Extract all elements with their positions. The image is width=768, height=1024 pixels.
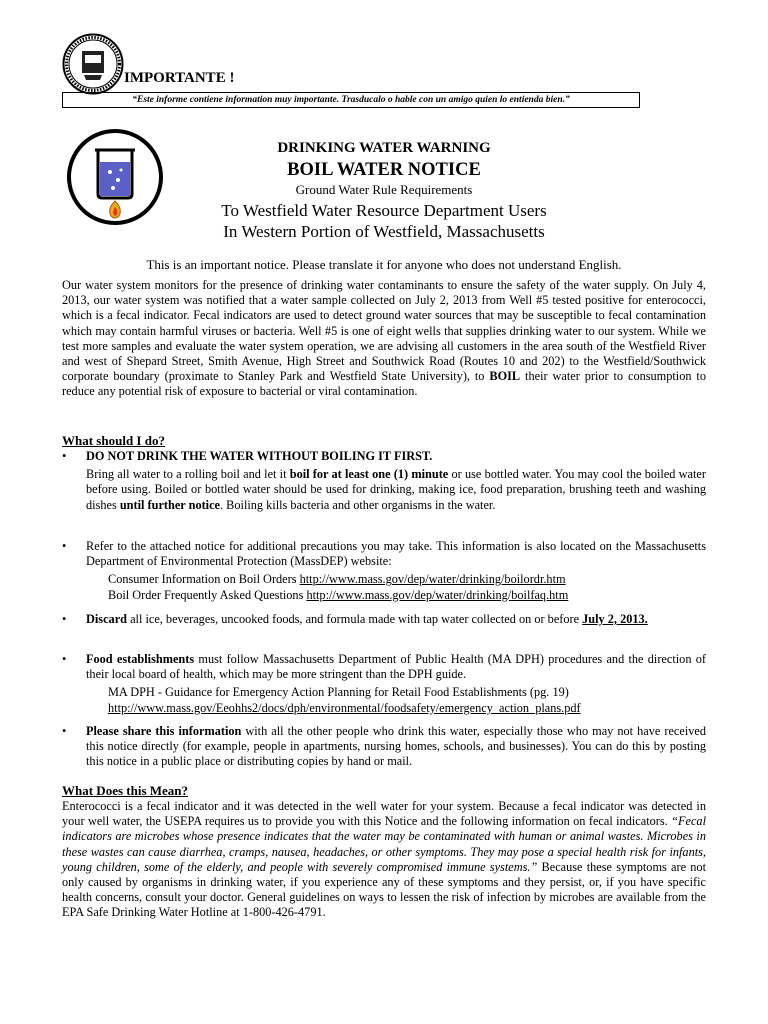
b1-bold-1: boil for at least one (1) minute: [289, 467, 449, 482]
translate-notice: This is an important notice. Please translate it for anyone who does not understand English.: [146, 257, 622, 272]
importante-label: IMPORTANTE !: [124, 70, 235, 86]
b3-bold: Discard: [86, 612, 127, 626]
b5-bold: Please share this information: [86, 724, 242, 738]
para1-text-a: Our water system monitors for the presence of drinking water contaminants to ensure the safety of the water supply. On July 4, 2013, our water system was notified that a water sample collected on July 2, 2013 from Well #5 tested positive for enterococci, which is a fecal indicator. Fecal indicators are used to detect ground water sources that may be susceptible to fecal contamination which may contain harmful viruses or bacteria. Well #5 is one of eight wells that supplies drinking water to our system. While we test more samples and evaluate the water system operation, we are advising all customers in the area south of the Westfield River and west of Shepard Street, Smith Avenue, High Street and Southwick Road (Routes 10 and 202) to the Westfield/Southwick corporate boundary (proximate to Stanley Park and Westfield State University), to: [62, 278, 706, 384]
paragraph-background: [62, 278, 706, 400]
bullet-dot: •: [62, 539, 67, 553]
boil-orders-label: Consumer Information on Boil Orders: [108, 572, 300, 587]
bullet-dot: •: [62, 724, 67, 738]
bullet1-body: [86, 467, 706, 513]
b3-date: July 2, 2013.: [582, 612, 648, 626]
audience-line-2: In Western Portion of Westfield, Massachusetts: [223, 222, 545, 241]
para1-boil: BOIL: [489, 369, 521, 384]
audience-line-1: To Westfield Water Resource Department Users: [221, 201, 547, 220]
para1-text-b: their water prior to consumption to reduce any potential risk of exposure to bacterial or viral contamination.: [62, 369, 706, 399]
ma-dph-guide-title: MA DPH - Guidance for Emergency Action Planning for Retail Food Establishments (pg. 19): [108, 685, 569, 700]
spanish-banner: “Este informe contiene information muy importante. Trasducalo o hable con un amigo quien lo entienda bien.”: [62, 92, 640, 108]
bullet-dot: •: [62, 652, 67, 666]
b3-text: all ice, beverages, uncooked foods, and formula made with tap water collected on or before: [127, 612, 583, 626]
section-what-should-i-do: What should I do?: [62, 433, 165, 448]
audience-heading: [130, 200, 638, 242]
bullet3-text: [86, 612, 706, 627]
p2-text-b: Because these symptoms are not only caused by organisms in drinking water, if you experience any of these symptoms and they persist, or, if you have specific health concerns, consult your doctor. General guidelines on ways to lessen the risk of infection by microbes are available from the EPA Safe Drinking Water Hotline at 1-800-426-4791.: [62, 859, 706, 920]
p2-quote: “Fecal indicators are microbes whose presence indicates that the water may be contaminated with human or animal wastes. Microbes in these wastes can cause diarrhea, cramps, nausea, headaches, or other symptoms. They may pose a special health risk for infants, young children, some of the elderly, and people with severely compromised immune systems.”: [62, 814, 706, 874]
bullet-discard: [62, 612, 706, 627]
boil-orders-link[interactable]: http://www.mass.gov/dep/water/drinking/boilordr.htm: [299, 572, 566, 587]
bullet4-text: [86, 652, 706, 682]
bullet-share-information: [62, 724, 706, 770]
bullet-dot: •: [62, 612, 67, 626]
b4-bold: Food establishments: [86, 652, 195, 666]
paragraph-fecal-indicators: [62, 799, 706, 921]
boil-faq-link-line: [108, 588, 706, 603]
boil-orders-link-line: [108, 572, 706, 587]
bullet-refer-notice: [62, 539, 706, 603]
bullet-do-not-drink: [62, 449, 706, 513]
boil-water-notice-title: BOIL WATER NOTICE: [287, 160, 481, 180]
b1-text-b: or use bottled water. You may cool the boiled water before using. Boiled or bottled water should be used for drinking, making ice, food preparation, brushing teeth and washing dishes: [86, 467, 706, 512]
boil-faq-label: Boil Order Frequently Asked Questions: [108, 587, 307, 602]
section-what-does-this-mean: What Does this Mean?: [62, 783, 189, 798]
drinking-water-warning-title: DRINKING WATER WARNING: [277, 140, 491, 156]
bullet1-heading: DO NOT DRINK THE WATER WITHOUT BOILING IT FIRST.: [86, 449, 433, 463]
p2-text-a: Enterococci is a fecal indicator and it was detected in the well water for your system. Because a fecal indicator was detected in your well water, the USEPA requires us to provide you with this Notice and the following information on fecal indicators.: [62, 799, 706, 829]
b1-text-a: Bring all water to a rolling boil and let it: [86, 467, 290, 482]
bullet2-text: Refer to the attached notice for additional precautions you may take. This information is also located on the Massachusetts Department of Environmental Protection (MassDEP) website:: [86, 539, 706, 569]
ground-water-rule-subtitle: Ground Water Rule Requirements: [295, 182, 473, 197]
bullet-food-establishments: [62, 652, 706, 716]
bullet5-text: [86, 724, 706, 770]
bullet-dot: •: [62, 449, 67, 463]
b1-bold-2: until further notice: [119, 497, 221, 512]
b1-text-c: . Boiling kills bacteria and other organisms in the water.: [220, 497, 496, 512]
city-seal-icon: [62, 33, 124, 95]
b5-text: with all the other people who drink this water, especially those who may not have received this notice directly (for example, people in apartments, nursing homes, schools, and businesses). You can do this by posting this notice in a public place or distributing copies by hand or mail.: [86, 724, 706, 769]
b4-text: must follow Massachusetts Department of Public Health (MA DPH) procedures and the direction of their local board of health, which may be more stringent than the DPH guide.: [86, 652, 706, 682]
boil-faq-link[interactable]: http://www.mass.gov/dep/water/drinking/boilfaq.htm: [306, 587, 569, 602]
ma-dph-guide-link[interactable]: http://www.mass.gov/Eeohhs2/docs/dph/environmental/foodsafety/emergency_action_plans.pdf: [108, 700, 581, 715]
